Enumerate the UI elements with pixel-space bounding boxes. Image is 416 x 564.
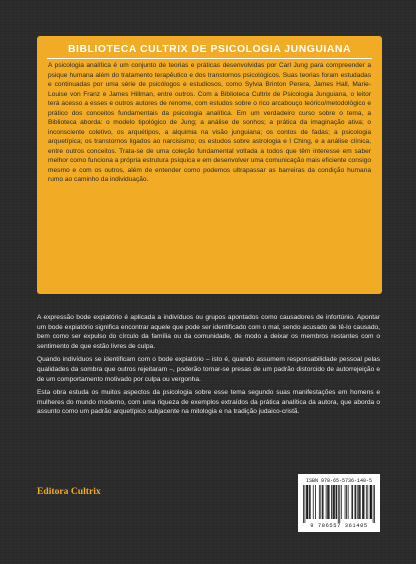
barcode-bar: [331, 485, 332, 519]
series-description: A psicologia analítica é um conjunto de teorias e práticas desenvolvidas por Carl Jung para compreender a psique humana além do tratamento terapêutico e dos transtornos psicológicos. Suas teorias foram estudadas e continuadas por uma série de psicólogos e estudiosos, como Sylvia Brinton Perera, James Hall, Marie-Louise von Franz e James Hillman, entre outros. Com a Biblioteca Cultrix de Psicologia Junguiana, o leitor terá acesso a esses e outros autores de renome, com estudos sobre o rico arcabouço teórico/metodológico e prático dos conceitos fundamentais da psicologia analítica. Em um verdadeiro curso sobre o tema, a Biblioteca aborda: o modelo tipológico de Jung; a análise de sonhos; a prática da imaginação ativa; o inconsciente coletivo, os arquétipos, a alquimia na visão junguiana; os contos de fadas; a psicologia arquetípica; os transtornos ligados ao narcisismo; os estudos sobre astrologia e I Ching, e a análise clínica, entre outros conceitos. Trata-se de uma coleção fundamental voltada a todos que têm interesse em saber melhor como funciona a própria estrutura psíquica e em desenvolver uma comunicação mais eficiente consigo mesmo e com os outros, além de entender como podemos ultrapassar as barreiras da condição humana rumo ao caminho da individuação.: [48, 62, 371, 183]
barcode-bar: [346, 485, 347, 519]
barcode-bar: [306, 485, 307, 519]
barcode-bar: [352, 485, 353, 519]
barcode-bar: [364, 485, 365, 519]
description-paragraph-3: Esta obra estuda os muitos aspectos da psicologia sobre esse tema segundo suas manifestações em homens e mulheres do mundo moderno, com uma riqueza de exemplos extraídos da prática analítica da autora, que aborda o assunto como um padrão arquetípico subjacente na mitologia e na tradição judaico-cristã.: [37, 389, 380, 416]
barcode-bar: [333, 485, 334, 519]
barcode-bar: [362, 485, 363, 519]
barcode-bar: [323, 485, 324, 519]
barcode-digits: 9 786557 361405: [310, 523, 368, 529]
barcode-bar: [360, 485, 361, 519]
barcode-bar: [373, 485, 374, 523]
description-paragraph-2: Quando indivíduos se identificam com o bode expiatório – isto é, quando assumem responsabilidade pessoal pelas qualidades da sombra que outros rejeitaram –, poderão tornar-se presas de um padrão distorcido de autorrejeição e de um comportamento motivado por culpa ou vergonha.: [37, 356, 380, 383]
barcode-bar: [336, 485, 337, 519]
barcode-bar: [327, 485, 328, 519]
barcode-bar: [338, 485, 339, 523]
barcode-bar: [308, 485, 309, 519]
barcode-bar: [355, 485, 356, 519]
barcode-bar: [358, 485, 359, 519]
barcode-bar: [363, 485, 364, 519]
publisher-name: Editora Cultrix: [37, 486, 101, 497]
description-paragraph-1: A expressão bode expiatório é aplicada a indivíduos ou grupos apontados como causadores de infortúnio. Apontar um bode expiatório significa encontrar aquele que pode ser identificado com o mal, sendo acusado de tê-lo causado, bem como ser expulso do círculo da família ou da comunidade, de modo a deixar os membros restantes com o sentimento de que estão livres de culpa.: [37, 314, 380, 350]
barcode-bar: [303, 485, 304, 523]
barcode-bar: [366, 485, 367, 519]
barcode-bar: [319, 485, 320, 519]
barcode-bar: [328, 485, 329, 519]
barcode-bar: [348, 485, 349, 519]
barcode-bar: [322, 485, 323, 519]
barcode: [298, 474, 380, 532]
barcode-bar: [367, 485, 368, 519]
series-title: BIBLIOTECA CULTRIX DE PSICOLOGIA JUNGUIANA: [67, 44, 352, 55]
barcode-bars: [303, 485, 375, 523]
barcode-bar: [309, 485, 310, 519]
barcode-bar: [307, 485, 308, 519]
barcode-bar: [339, 485, 340, 523]
barcode-bar: [374, 485, 375, 523]
barcode-bar: [371, 485, 372, 519]
barcode-bar: [305, 485, 306, 523]
barcode-bar: [355, 485, 356, 519]
barcode-bar: [315, 485, 316, 519]
barcode-bar: [370, 485, 371, 519]
barcode-bar: [333, 485, 334, 519]
isbn-label: ISBN 978-65-5736-140-5: [305, 478, 372, 484]
barcode-bar: [352, 485, 353, 519]
barcode-bar: [345, 485, 346, 519]
barcode-bar: [326, 485, 327, 519]
barcode-bar: [313, 485, 314, 519]
barcode-bar: [320, 485, 321, 519]
barcode-bar: [357, 485, 358, 519]
book-description: [37, 313, 380, 417]
series-title-divider: [47, 58, 372, 59]
barcode-bar: [329, 485, 330, 519]
barcode-bar: [341, 485, 342, 519]
series-box: [37, 36, 382, 294]
barcode-bar: [370, 485, 371, 519]
barcode-bar: [336, 485, 337, 519]
barcode-bar: [359, 485, 360, 519]
barcode-bar: [334, 485, 335, 519]
barcode-bar: [310, 485, 311, 519]
